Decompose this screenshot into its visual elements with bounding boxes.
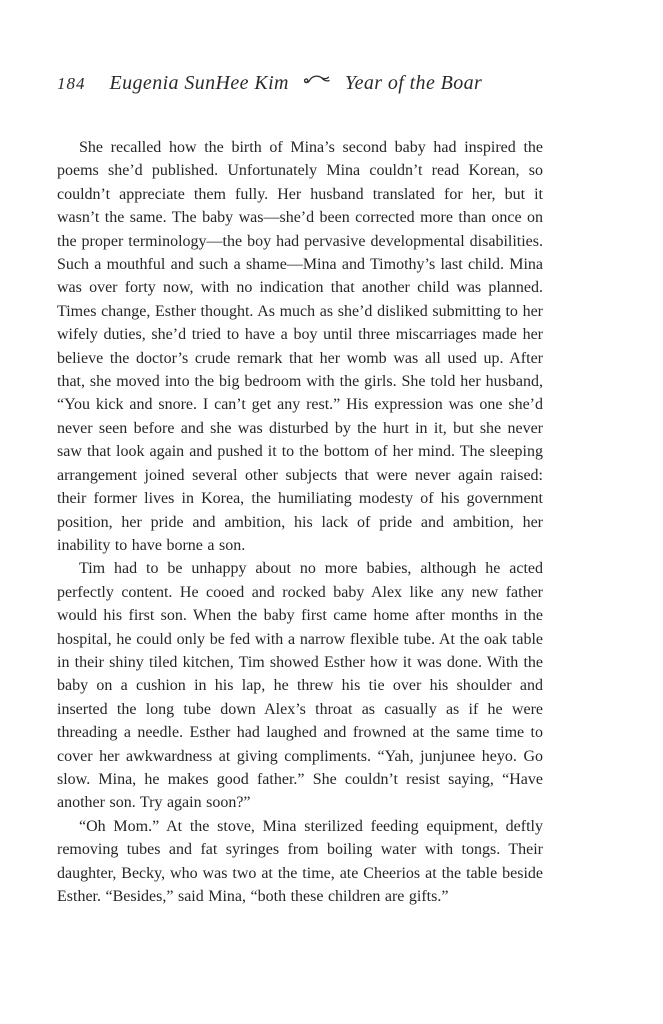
paragraph: She recalled how the birth of Mina’s second baby had inspired the poems she’d published. Unfortunately Mina couldn’t read Korean, so couldn’t appreciate them fully. Her husband translated for her, but it wasn’t the same. The baby was—she’d been corrected more than once on the proper terminology—the boy had pervasive developmental disabilities. Such a mouthful and such a shame—Mina and Timothy’s last child. Mina was over forty now, with no indication that another child was planned. Times change, Esther thought. As much as she’d disliked submitting to her wifely duties, she’d tried to have a boy until three miscarriages made her believe the doctor’s crude remark that her womb was all used up. After that, she moved into the big bedroom with the girls. She told her husband, “You kick and snore. I can’t get any rest.” His expression was one she’d never seen before and she was disturbed by the hurt in it, but she never saw that look again and pushed it to the bottom of her mind. The sleeping arrangement joined several other subjects that were never again raised: their former lives in Korea, the humiliating modesty of his government position, her pride and ambition, his lack of pride and ambition, her inability to have borne a son. [57,139,543,554]
page-number: 184 [57,74,86,93]
fleuron-ornament-icon [303,73,331,87]
book-title: Year of the Boar [344,72,483,94]
paragraph: Tim had to be unhappy about no more babies, although he acted perfectly content. He cooed and rocked baby Alex like any new father would his first son. When the baby first came home after months in the hospital, he could only be fed with a narrow flexible tube. At the oak table in their shiny tiled kitchen, Tim showed Esther how it was done. With the baby on a cushion in his lap, he threw his tie over his shoulder and inserted the long tube down Alex’s throat as casually as if he were threading a needle. Esther had laughed and frowned at the same time to cover her awkwardness at giving compliments. “Yah, junjunee heyo. Go slow. Mina, he makes good father.” She couldn’t resist saying, “Have another son. Try again soon?” [57,560,543,812]
author-name: Eugenia SunHee Kim [109,72,289,94]
paragraph: “Oh Mom.” At the stove, Mina sterilized feeding equipment, deftly removing tubes and fat syringes from boiling water with tongs. Their daughter, Becky, who was two at the time, ate Cheerios at the table beside Esther. “Besides,” said Mina, “both these children are gifts.” [57,817,543,905]
running-header [57,72,606,95]
page-body [57,136,543,908]
running-header-title [110,72,483,95]
